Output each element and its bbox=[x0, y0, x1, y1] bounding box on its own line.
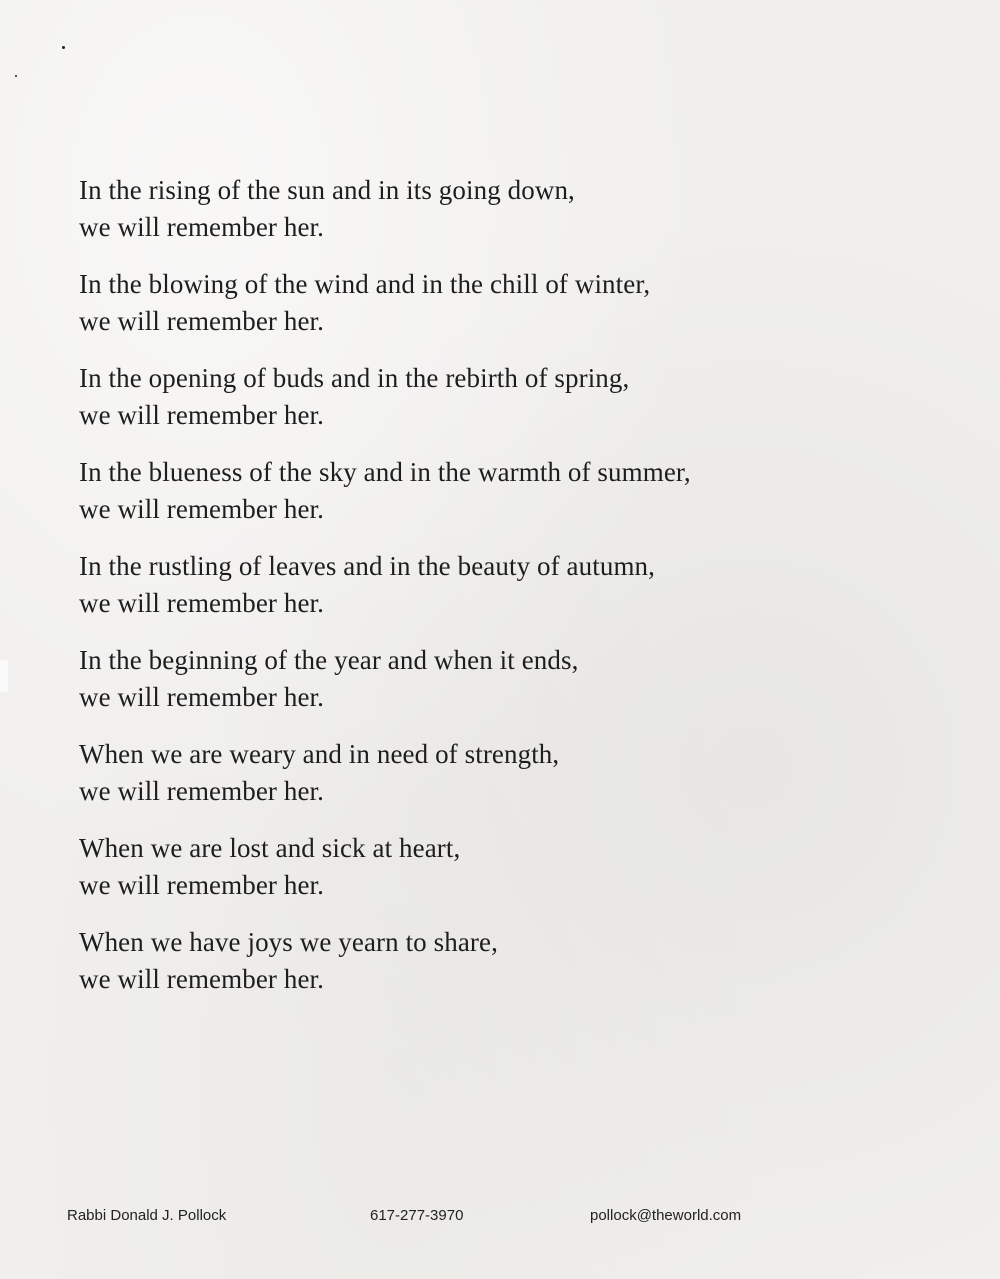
stanza-refrain: we will remember her. bbox=[79, 776, 325, 806]
stanza-line: In the rising of the sun and in its going down, bbox=[79, 175, 575, 205]
stanza-line: In the blueness of the sky and in the warmth of summer, bbox=[79, 457, 691, 487]
phone-number: 617-277-3970 bbox=[370, 1207, 464, 1224]
stanza-refrain: we will remember her. bbox=[79, 306, 325, 336]
stanza-refrain: we will remember her. bbox=[79, 494, 325, 524]
footer bbox=[0, 1207, 1000, 1231]
stanza bbox=[79, 924, 959, 998]
poem bbox=[79, 172, 959, 1018]
stanza bbox=[79, 454, 959, 528]
stanza-line: In the opening of buds and in the rebirth of spring, bbox=[79, 363, 630, 393]
stanza bbox=[79, 172, 959, 246]
stanza bbox=[79, 736, 959, 810]
stanza-refrain: we will remember her. bbox=[79, 870, 325, 900]
stanza bbox=[79, 548, 959, 622]
email-address: pollock@theworld.com bbox=[590, 1207, 742, 1224]
ink-speck bbox=[62, 46, 65, 49]
stanza-refrain: we will remember her. bbox=[79, 588, 325, 618]
stanza-line: When we have joys we yearn to share, bbox=[79, 927, 498, 957]
stanza-refrain: we will remember her. bbox=[79, 212, 325, 242]
ink-speck bbox=[15, 75, 17, 77]
stanza bbox=[79, 360, 959, 434]
stanza-line: In the beginning of the year and when it ends, bbox=[79, 645, 579, 675]
stanza-refrain: we will remember her. bbox=[79, 964, 325, 994]
stanza-line: When we are weary and in need of strength, bbox=[79, 739, 560, 769]
stanza-line: In the rustling of leaves and in the beauty of autumn, bbox=[79, 551, 655, 581]
stanza-line: In the blowing of the wind and in the chill of winter, bbox=[79, 269, 651, 299]
stanza bbox=[79, 642, 959, 716]
author-name: Rabbi Donald J. Pollock bbox=[67, 1207, 227, 1224]
scan-edge-mark bbox=[0, 660, 8, 692]
stanza bbox=[79, 830, 959, 904]
stanza-refrain: we will remember her. bbox=[79, 682, 325, 712]
stanza-refrain: we will remember her. bbox=[79, 400, 325, 430]
stanza-line: When we are lost and sick at heart, bbox=[79, 833, 461, 863]
stanza bbox=[79, 266, 959, 340]
